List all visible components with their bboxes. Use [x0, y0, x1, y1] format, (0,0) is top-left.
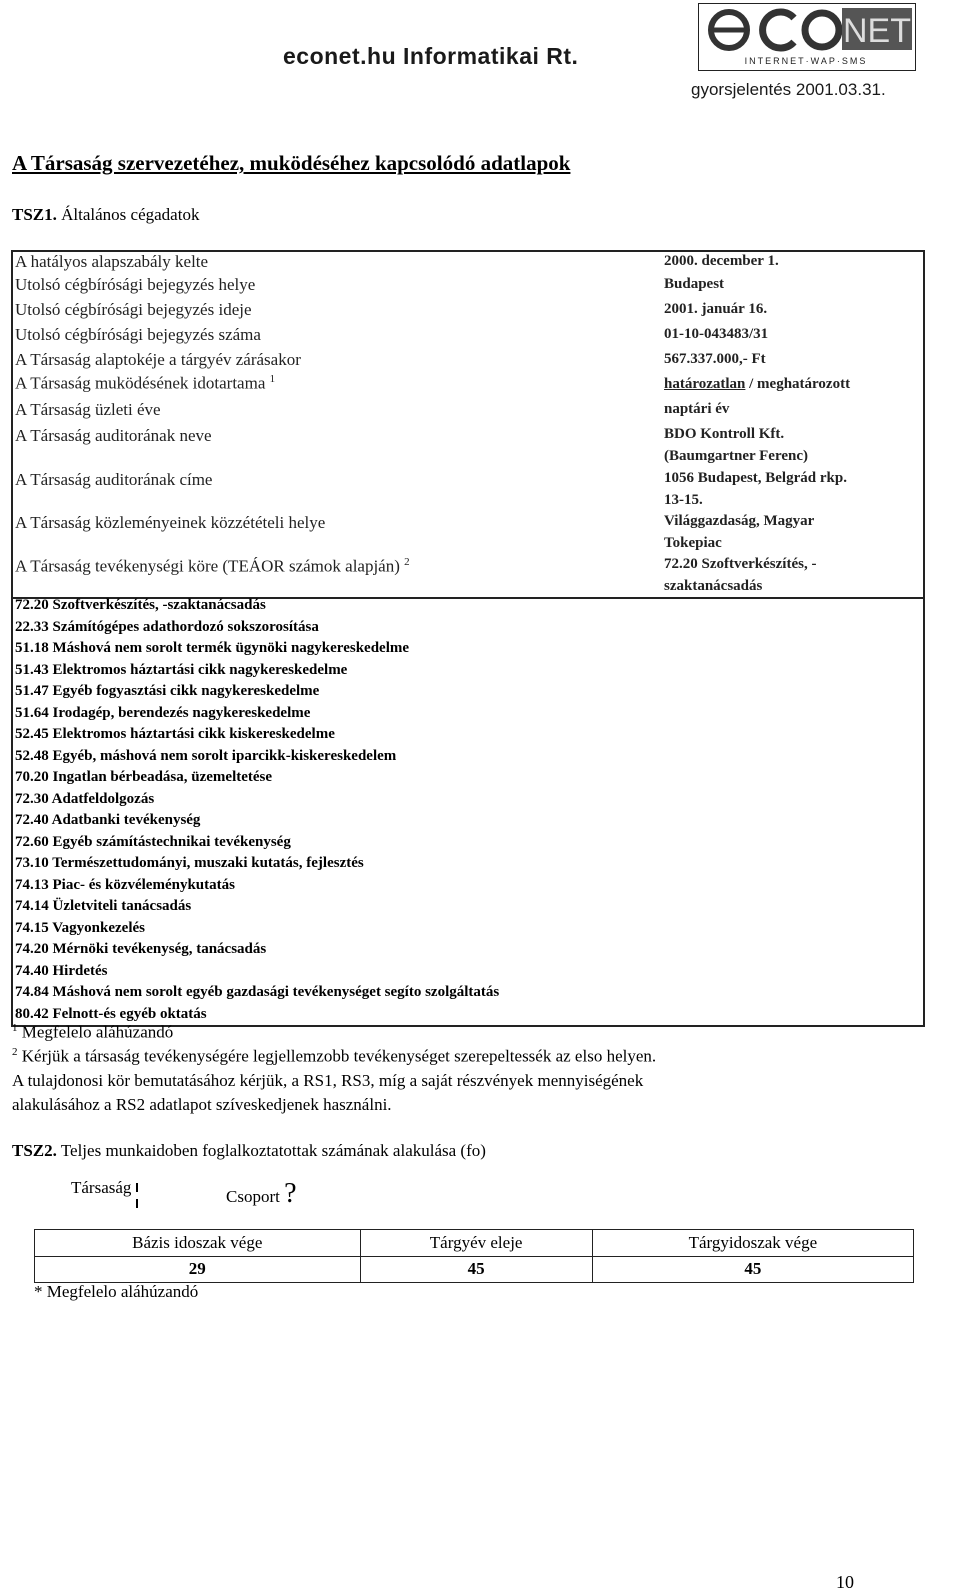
company-name: econet.hu Informatikai Rt. [283, 43, 579, 69]
general-data-table [11, 250, 925, 599]
list-item: 72.20 Szoftverkészítés, -szaktanácsadás [15, 597, 266, 613]
table-header-row [35, 1230, 914, 1257]
tsz2-title: Teljes munkaidoben foglalkoztatottak számának alakulása (fo) [60, 1141, 486, 1160]
tsz1-code: TSZ1. [12, 205, 57, 224]
footnote-ref: 1 [269, 373, 276, 385]
row-value-cont: 13-15. [664, 492, 703, 508]
list-item: 70.20 Ingatlan bérbeadása, üzemeltetése [15, 769, 273, 785]
list-item: 51.64 Irodagép, berendezés nagykereskedelme [15, 704, 311, 721]
row-label: Utolsó cégbírósági bejegyzés száma [15, 325, 261, 344]
choice-company[interactable]: Társaság [71, 1178, 140, 1198]
row-label: A Társaság tevékenységi köre (TEÁOR számok alapján) $^2$ [15, 556, 410, 576]
tsz1-heading [12, 205, 199, 225]
svg-text:INTERNET·WAP·SMS: INTERNET·WAP·SMS [744, 56, 868, 66]
row-value: 2000. december 1. [664, 253, 779, 269]
row-value: 2001. január 16. [664, 301, 768, 317]
list-item: 72.40 Adatbanki tevékenység [15, 812, 201, 828]
list-item: 51.47 Egyéb fogyasztási cikk nagykereskedelme [15, 683, 320, 699]
row-label: A Társaság muködésének idotartama $^1$ [15, 373, 276, 393]
list-item: 73.10 Természettudományi, muszaki kutatás, fejlesztés [15, 855, 364, 871]
footnote-1: $^1$ Megfelelo aláhúzandó [12, 1022, 174, 1042]
underlined-choice: határozatlan [664, 376, 746, 392]
list-item: 51.18 Máshová nem sorolt termék ügynöki nagykereskedelme [15, 640, 410, 656]
list-item: 74.20 Mérnöki tevékenység, tanácsadás [15, 941, 267, 957]
row-value: Világgazdaság, Magyar [664, 513, 815, 529]
list-item: 52.48 Egyéb, máshová nem sorolt iparcikk-kiskereskedelem [15, 747, 397, 764]
row-value: 72.20 Szoftverkészítés, - [664, 556, 817, 572]
tsz2-footnote: * Megfelelo aláhúzandó [34, 1282, 199, 1301]
tsz1-title: Általános cégadatok [61, 205, 200, 224]
row-value: Budapest [664, 276, 725, 292]
tsz2-heading [12, 1141, 486, 1161]
econet-logo [698, 3, 916, 71]
row-value: BDO Kontroll Kft. [664, 426, 785, 442]
list-item: 74.13 Piac- és közvéleménykutatás [15, 876, 235, 893]
svg-text:NET: NET [843, 12, 911, 50]
report-date: gyorsjelentés 2001.03.31. [691, 80, 886, 99]
question-icon: ? [284, 1178, 297, 1209]
activities-list [11, 597, 925, 1027]
header-cell: Tárgyidoszak vége [592, 1230, 913, 1257]
row-label: A Társaság üzleti éve [15, 400, 161, 419]
list-item: 80.42 Felnott-és egyéb oktatás [15, 1005, 207, 1022]
row-label: A Társaság auditorának címe [15, 470, 213, 489]
page-number: 10 [836, 1572, 854, 1592]
header-cell: Tárgyév eleje [360, 1230, 592, 1257]
footnote-ref: 2 [404, 556, 410, 568]
value-cell: 29 [35, 1256, 361, 1283]
list-item: 72.60 Egyéb számítástechnikai tevékenység [15, 833, 291, 850]
row-value: határozatlan / meghatározott [664, 376, 851, 392]
table-row [35, 1256, 914, 1283]
list-item: 52.45 Elektromos háztartási cikk kiskereskedelme [15, 726, 335, 742]
list-item: 74.40 Hirdetés [15, 962, 108, 979]
row-value: 1056 Budapest, Belgrád rkp. [664, 470, 847, 486]
row-value: 567.337.000,- Ft [664, 351, 766, 367]
row-value-cont: szaktanácsadás [664, 578, 763, 594]
row-value: naptári év [664, 401, 730, 417]
list-item: 72.30 Adatfeldolgozás [15, 790, 155, 807]
note-line-2: alakulásához a RS2 adatlapot szíveskedjenek használni. [12, 1095, 392, 1114]
section-title: A Társaság szervezetéhez, muködéséhez kapcsolódó adatlapok [12, 151, 571, 175]
tsz2-code: TSZ2. [12, 1141, 57, 1160]
list-item: 74.15 Vagyonkezelés [15, 919, 146, 936]
row-label: Utolsó cégbírósági bejegyzés helye [15, 275, 256, 294]
choice-group[interactable]: Csoport ? [226, 1178, 297, 1209]
row-label: A Társaság közleményeinek közzétételi helye [15, 513, 326, 532]
list-item: 51.43 Elektromos háztartási cikk nagykereskedelme [15, 661, 348, 678]
list-item: 74.84 Máshová nem sorolt egyéb gazdasági tevékenységet segíto szolgáltatás [15, 984, 500, 1000]
list-item: 22.33 Számítógépes adathordozó sokszorosítása [15, 618, 319, 635]
list-item: 74.14 Üzletviteli tanácsadás [15, 898, 192, 914]
value-cell: 45 [360, 1256, 592, 1283]
row-value: 01-10-043483/31 [664, 326, 769, 342]
row-value-cont: Tokepiac [664, 535, 722, 551]
value-cell: 45 [592, 1256, 913, 1283]
row-label: Utolsó cégbírósági bejegyzés ideje [15, 300, 252, 319]
footnote-2: $^2$ Kérjük a társaság tevékenységére legjellemzobb tevékenységet szerepeltessék az elso helyen. [12, 1046, 657, 1066]
employees-table [34, 1229, 914, 1283]
row-label: A Társaság auditorának neve [15, 426, 212, 445]
row-label: A hatályos alapszabály kelte [15, 252, 209, 271]
row-label: A Társaság alaptokéje a tárgyév zárásakor [15, 350, 301, 369]
note-line-1: A tulajdonosi kör bemutatásához kérjük, a RS1, RS3, míg a saját részvények mennyiségének [12, 1071, 644, 1090]
row-value-cont: (Baumgartner Ferenc) [664, 448, 808, 464]
header-cell: Bázis idoszak vége [35, 1230, 361, 1257]
